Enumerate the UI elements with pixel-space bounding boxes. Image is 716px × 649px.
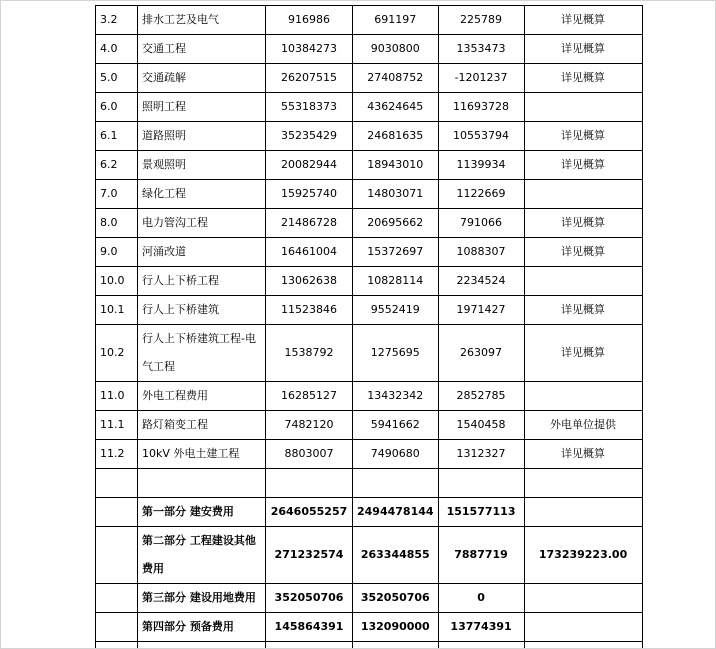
item-name-cell: 行人上下桥工程	[138, 267, 266, 296]
remark-cell	[524, 93, 642, 122]
remark-cell: 详见概算	[524, 6, 642, 35]
item-name-cell: 第三部分 建设用地费用	[138, 584, 266, 613]
blank-row	[96, 469, 643, 498]
amount-b-cell: 5941662	[353, 411, 439, 440]
amount-b-cell: 27408752	[353, 64, 439, 93]
table-row	[96, 180, 643, 209]
amount-b-cell: 10828114	[353, 267, 439, 296]
empty-cell	[138, 642, 266, 649]
difference-cell: 7887719	[438, 527, 524, 584]
difference-cell: 11693728	[438, 93, 524, 122]
item-number-cell: 8.0	[96, 209, 138, 238]
amount-b-cell: 2494478144	[353, 498, 439, 527]
item-number-cell: 6.0	[96, 93, 138, 122]
item-number-cell: 7.0	[96, 180, 138, 209]
empty-cell	[353, 469, 439, 498]
empty-cell	[524, 642, 642, 649]
item-name-cell: 交通工程	[138, 35, 266, 64]
item-name-cell: 第一部分 建安费用	[138, 498, 266, 527]
difference-cell: 1139934	[438, 151, 524, 180]
empty-cell	[138, 469, 266, 498]
item-name-cell: 排水工艺及电气	[138, 6, 266, 35]
amount-a-cell: 26207515	[266, 64, 353, 93]
item-number-cell: 3.2	[96, 6, 138, 35]
summary-row	[96, 498, 643, 527]
amount-b-cell: 9030800	[353, 35, 439, 64]
amount-a-cell: 21486728	[266, 209, 353, 238]
amount-a-cell: 35235429	[266, 122, 353, 151]
empty-cell	[524, 469, 642, 498]
amount-b-cell: 1275695	[353, 325, 439, 382]
amount-b-cell: 7490680	[353, 440, 439, 469]
amount-b-cell: 691197	[353, 6, 439, 35]
item-name-cell: 景观照明	[138, 151, 266, 180]
item-number-cell: 9.0	[96, 238, 138, 267]
item-number-cell: 6.1	[96, 122, 138, 151]
remark-cell: 详见概算	[524, 209, 642, 238]
difference-cell: 1971427	[438, 296, 524, 325]
amount-a-cell: 10384273	[266, 35, 353, 64]
table-row	[96, 35, 643, 64]
amount-a-cell: 916986	[266, 6, 353, 35]
difference-cell: 2852785	[438, 382, 524, 411]
empty-cell	[266, 469, 353, 498]
item-number-cell: 10.2	[96, 325, 138, 382]
amount-a-cell: 1538792	[266, 325, 353, 382]
amount-b-cell: 43624645	[353, 93, 439, 122]
amount-a-cell: 271232574	[266, 527, 353, 584]
remark-cell: 详见概算	[524, 296, 642, 325]
remark-cell	[524, 613, 642, 642]
difference-cell: 1312327	[438, 440, 524, 469]
amount-a-cell: 55318373	[266, 93, 353, 122]
remark-cell	[524, 267, 642, 296]
amount-a-cell: 16461004	[266, 238, 353, 267]
item-name-cell: 照明工程	[138, 93, 266, 122]
amount-a-cell: 20082944	[266, 151, 353, 180]
item-name-cell: 路灯箱变工程	[138, 411, 266, 440]
item-name-cell: 第四部分 预备费用	[138, 613, 266, 642]
table-row	[96, 151, 643, 180]
empty-cell	[266, 642, 353, 649]
difference-cell: 1353473	[438, 35, 524, 64]
remark-cell: 详见概算	[524, 325, 642, 382]
difference-cell: 263097	[438, 325, 524, 382]
item-number-cell: 10.1	[96, 296, 138, 325]
difference-cell: 151577113	[438, 498, 524, 527]
item-number-cell	[96, 527, 138, 584]
item-number-cell: 11.2	[96, 440, 138, 469]
amount-b-cell: 263344855	[353, 527, 439, 584]
difference-cell: 0	[438, 584, 524, 613]
item-number-cell: 5.0	[96, 64, 138, 93]
item-number-cell	[96, 498, 138, 527]
empty-cell	[353, 642, 439, 649]
table-row	[96, 93, 643, 122]
remark-cell: 173239223.00	[524, 527, 642, 584]
item-number-cell: 6.2	[96, 151, 138, 180]
item-name-cell: 交通疏解	[138, 64, 266, 93]
amount-a-cell: 2646055257	[266, 498, 353, 527]
amount-b-cell: 352050706	[353, 584, 439, 613]
item-name-cell: 行人上下桥建筑工程-电气工程	[138, 325, 266, 382]
difference-cell: 791066	[438, 209, 524, 238]
item-name-cell: 道路照明	[138, 122, 266, 151]
table-row	[96, 296, 643, 325]
empty-cell	[438, 469, 524, 498]
difference-cell: 1540458	[438, 411, 524, 440]
item-name-cell: 行人上下桥建筑	[138, 296, 266, 325]
budget-comparison-table	[95, 5, 643, 649]
table-row	[96, 64, 643, 93]
amount-a-cell: 11523846	[266, 296, 353, 325]
remark-cell	[524, 382, 642, 411]
remark-cell	[524, 180, 642, 209]
amount-b-cell: 18943010	[353, 151, 439, 180]
item-name-cell: 河涌改道	[138, 238, 266, 267]
amount-b-cell: 24681635	[353, 122, 439, 151]
item-name-cell: 第二部分 工程建设其他费用	[138, 527, 266, 584]
table-row	[96, 209, 643, 238]
item-name-cell: 外电工程费用	[138, 382, 266, 411]
remark-cell: 详见概算	[524, 440, 642, 469]
table-row	[96, 6, 643, 35]
difference-cell: 1088307	[438, 238, 524, 267]
item-number-cell	[96, 584, 138, 613]
empty-cell	[438, 642, 524, 649]
difference-cell: 1122669	[438, 180, 524, 209]
item-number-cell	[96, 613, 138, 642]
amount-a-cell: 13062638	[266, 267, 353, 296]
table-row	[96, 238, 643, 267]
item-number-cell: 10.0	[96, 267, 138, 296]
cut-off-row	[96, 642, 643, 649]
remark-cell	[524, 498, 642, 527]
empty-cell	[96, 642, 138, 649]
remark-cell: 详见概算	[524, 35, 642, 64]
summary-row	[96, 584, 643, 613]
amount-a-cell: 145864391	[266, 613, 353, 642]
table-row	[96, 440, 643, 469]
table-row	[96, 411, 643, 440]
item-name-cell: 10kV 外电土建工程	[138, 440, 266, 469]
item-number-cell: 11.0	[96, 382, 138, 411]
amount-a-cell: 15925740	[266, 180, 353, 209]
remark-cell: 详见概算	[524, 238, 642, 267]
amount-b-cell: 13432342	[353, 382, 439, 411]
table-row	[96, 267, 643, 296]
item-name-cell: 绿化工程	[138, 180, 266, 209]
amount-a-cell: 7482120	[266, 411, 353, 440]
amount-b-cell: 9552419	[353, 296, 439, 325]
remark-cell: 详见概算	[524, 122, 642, 151]
difference-cell: 13774391	[438, 613, 524, 642]
amount-b-cell: 14803071	[353, 180, 439, 209]
table-row	[96, 122, 643, 151]
empty-cell	[96, 469, 138, 498]
table-row	[96, 325, 643, 382]
summary-row	[96, 527, 643, 584]
item-number-cell: 11.1	[96, 411, 138, 440]
remark-cell: 详见概算	[524, 64, 642, 93]
remark-cell: 外电单位提供	[524, 411, 642, 440]
item-name-cell: 电力管沟工程	[138, 209, 266, 238]
difference-cell: 10553794	[438, 122, 524, 151]
amount-b-cell: 20695662	[353, 209, 439, 238]
remark-cell	[524, 584, 642, 613]
summary-row	[96, 613, 643, 642]
amount-a-cell: 8803007	[266, 440, 353, 469]
difference-cell: 2234524	[438, 267, 524, 296]
amount-b-cell: 15372697	[353, 238, 439, 267]
remark-cell: 详见概算	[524, 151, 642, 180]
difference-cell: -1201237	[438, 64, 524, 93]
amount-a-cell: 16285127	[266, 382, 353, 411]
amount-a-cell: 352050706	[266, 584, 353, 613]
amount-b-cell: 132090000	[353, 613, 439, 642]
table-row	[96, 382, 643, 411]
item-number-cell: 4.0	[96, 35, 138, 64]
difference-cell: 225789	[438, 6, 524, 35]
